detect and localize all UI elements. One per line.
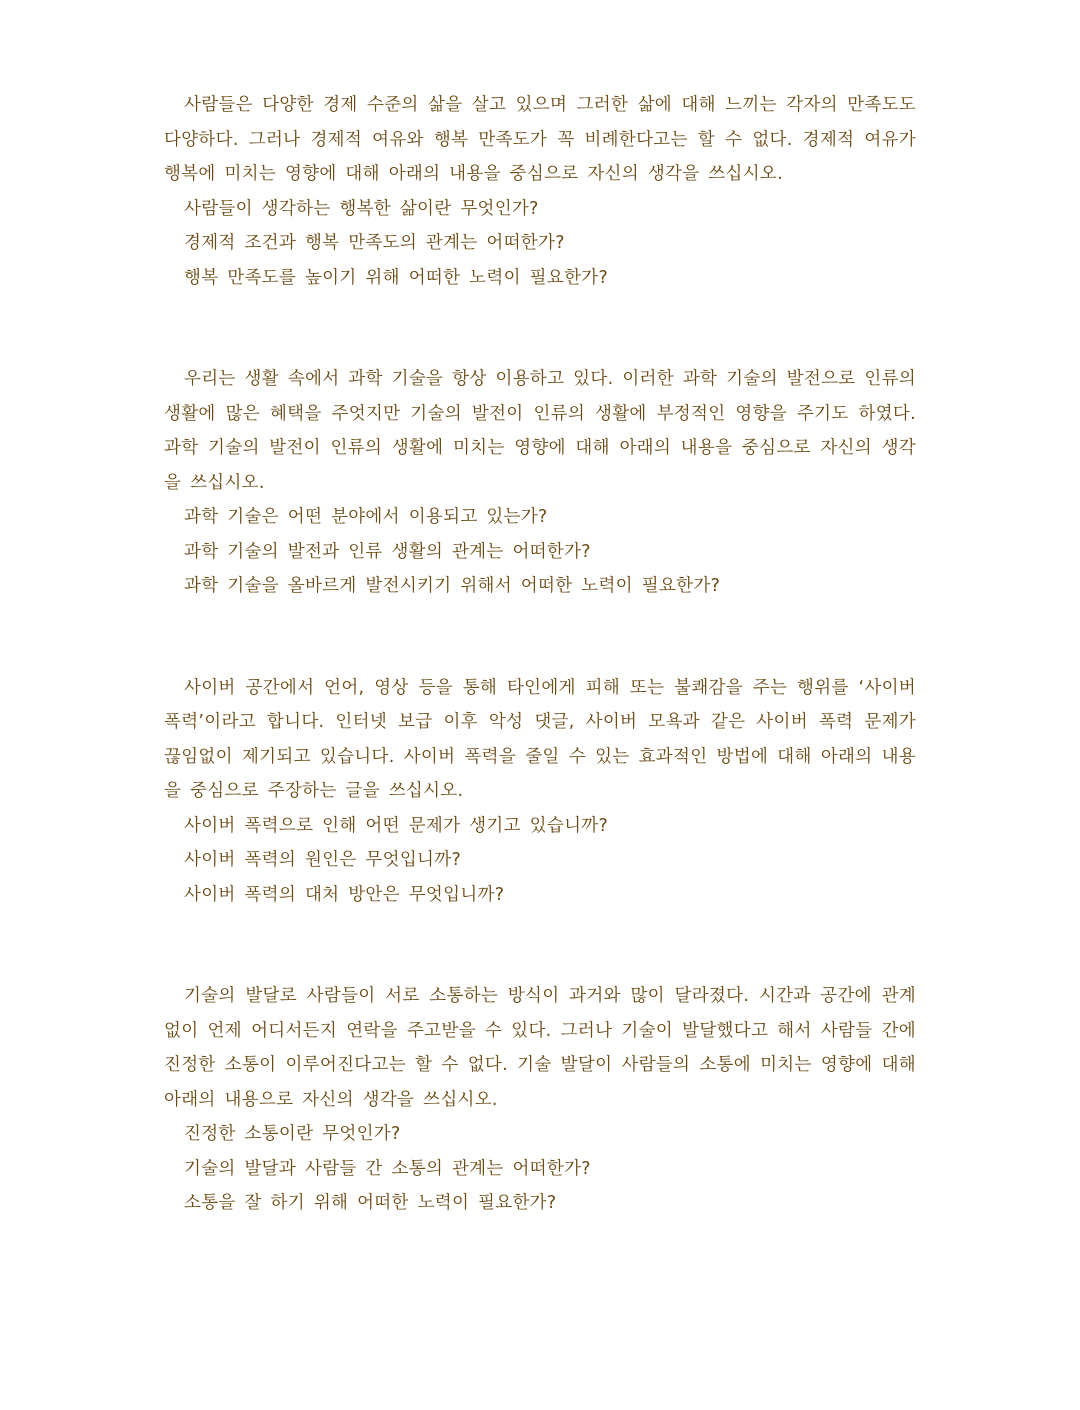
essay-prompt-4 [164, 979, 916, 1221]
guide-question: 행복 만족도를 높이기 위해 어떠한 노력이 필요한가? [184, 267, 609, 288]
guide-question: 기술의 발달과 사람들 간 소통의 관계는 어떠한가? [184, 1158, 591, 1179]
document-page [164, 88, 916, 1221]
guide-question: 소통을 잘 하기 위해 어떠한 노력이 필요한가? [184, 1193, 557, 1213]
essay-prompt-1 [164, 88, 916, 295]
guide-question: 경제적 조건과 행복 만족도의 관계는 어떠한가? [184, 233, 565, 253]
guide-question: 과학 기술은 어떤 분야에서 이용되고 있는가? [184, 507, 548, 527]
prompt-paragraph: 기술의 발달로 사람들이 서로 소통하는 방식이 과거와 많이 달라졌다. 시간과 공간에 관계없이 언제 어디서든지 연락을 주고받을 수 있다. 그러나 기술이 발달했다고 해서 사람들 간에 진정한 소통이 이루어진다고는 할 수 없다. 기술 발달이 사람들의 소통에 미치는 영향에 대해 아래의 내용으로 자신의 생각을 쓰십시오. [164, 986, 916, 1110]
essay-prompt-2 [164, 362, 916, 604]
prompt-paragraph: 사람들은 다양한 경제 수준의 삶을 살고 있으며 그러한 삶에 대해 느끼는 각자의 만족도도 다양하다. 그러나 경제적 여유와 행복 만족도가 꼭 비례한다고는 할 수 없다. 경제적 여유가 행복에 미치는 영향에 대해 아래의 내용을 중심으로 자신의 생각을 쓰십시오. [164, 95, 916, 184]
guide-question: 과학 기술을 올바르게 발전시키기 위해서 어떠한 노력이 필요한가? [184, 576, 721, 596]
prompt-paragraph: 사이버 공간에서 언어, 영상 등을 통해 타인에게 피해 또는 불쾌감을 주는 행위를 ‘사이버 폭력’이라고 합니다. 인터넷 보급 이후 악성 댓글, 사이버 모욕과 같은 사이버 폭력 문제가 끊임없이 제기되고 있습니다. 사이버 폭력을 줄일 수 있는 효과적인 방법에 대해 아래의 내용을 중심으로 주장하는 글을 쓰십시오. [164, 677, 916, 801]
guide-question: 사이버 폭력으로 인해 어떤 문제가 생기고 있습니까? [184, 815, 609, 836]
guide-question: 사람들이 생각하는 행복한 삶이란 무엇인가? [184, 198, 539, 219]
essay-prompt-3 [164, 671, 916, 913]
guide-question: 과학 기술의 발전과 인류 생활의 관계는 어떠한가? [184, 541, 591, 562]
guide-question: 사이버 폭력의 원인은 무엇입니까? [184, 850, 462, 870]
guide-question: 진정한 소통이란 무엇인가? [184, 1124, 401, 1144]
prompt-paragraph: 우리는 생활 속에서 과학 기술을 항상 이용하고 있다. 이러한 과학 기술의 발전으로 인류의 생활에 많은 혜택을 주엇지만 기술의 발전이 인류의 생활에 부정적인 영향을 주기도 하였다. 과학 기술의 발전이 인류의 생활에 미치는 영향에 대해 아래의 내용을 중심으로 자신의 생각을 쓰십시오. [164, 369, 916, 493]
guide-question: 사이버 폭력의 대처 방안은 무엇입니까? [184, 884, 505, 905]
